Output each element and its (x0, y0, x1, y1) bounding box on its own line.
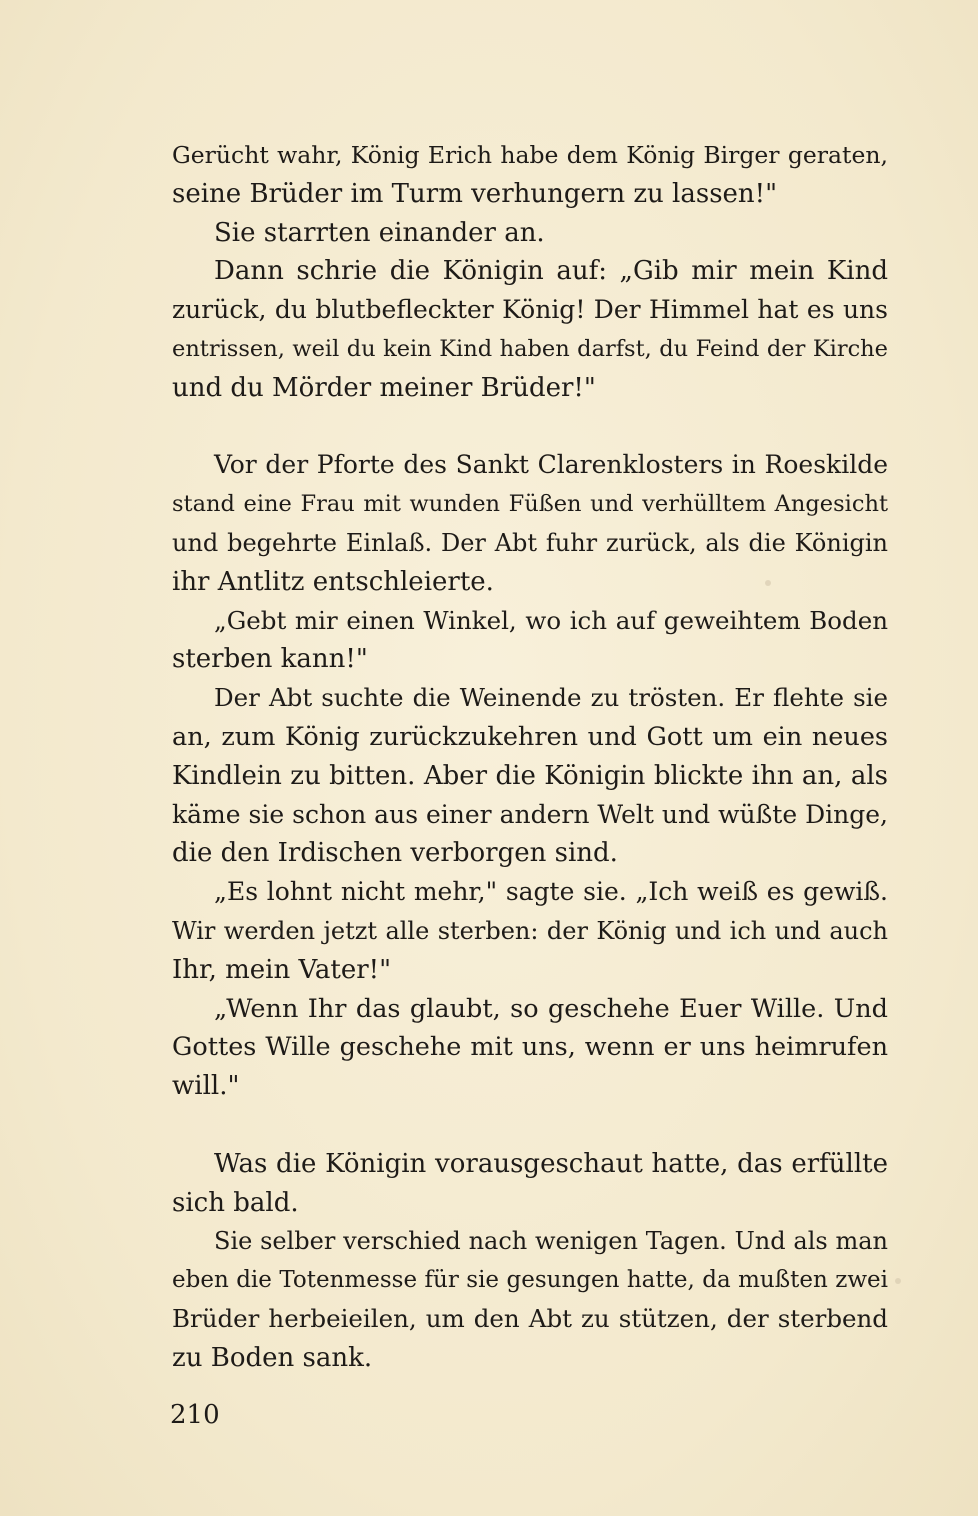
text-line: seine Brüder im Turm verhungern zu lassen!" (172, 178, 778, 209)
text-line: Dann schrie die Königin auf: „Gib mir mein Kind (214, 256, 888, 287)
text-line: Brüder herbeieilen, um den Abt zu stützen, der sterbend (172, 1303, 888, 1333)
text-line: Der Abt suchte die Weinende zu trösten. Er flehte sie (214, 683, 888, 713)
text-line: und begehrte Einlaß. Der Abt fuhr zurück, als die Königin (172, 528, 888, 557)
text-line: Kindlein zu bitten. Aber die Königin blickte ihn an, als (172, 760, 888, 791)
text-line: Gottes Wille geschehe mit uns, wenn er uns heimrufen (172, 1032, 888, 1063)
paper-speck (895, 1278, 901, 1284)
text-line: „Es lohnt nicht mehr," sagte sie. „Ich weiß es gewiß. (214, 877, 888, 907)
text-line: sterben kann!" (172, 644, 368, 675)
text-line: entrissen, weil du kein Kind haben darfst, du Feind der Kirche (172, 335, 888, 362)
text-line: zurück, du blutbefleckter König! Der Himmel hat es uns (172, 295, 888, 325)
text-line: an, zum König zurückzukehren und Gott um ein neues (172, 721, 888, 752)
text-line: Gerücht wahr, König Erich habe dem König Birger geraten, (172, 141, 888, 169)
text-line: Was die Königin vorausgeschaut hatte, das erfüllte (214, 1148, 888, 1179)
text-line: Ihr, mein Vater!" (172, 954, 392, 985)
text-line: ihr Antlitz entschleierte. (172, 566, 494, 597)
text-line: Wir werden jetzt alle sterben: der König und ich und auch (172, 916, 888, 945)
text-line: stand eine Frau mit wunden Füßen und verhülltem Angesicht (172, 491, 888, 518)
section-break (172, 408, 888, 447)
text-line: die den Irdischen verborgen sind. (172, 838, 618, 869)
section-break (172, 1106, 888, 1145)
text-line: eben die Totenmesse für sie gesungen hatte, da mußten zwei (172, 1267, 888, 1294)
text-line: zu Boden sank. (172, 1342, 373, 1373)
text-line: „Wenn Ihr das glaubt, so geschehe Euer Wille. Und (214, 993, 888, 1024)
text-line: Sie starrten einander an. (214, 217, 545, 248)
text-line: und du Mörder meiner Brüder!" (172, 372, 596, 403)
text-line: will." (172, 1071, 240, 1102)
body-text (172, 136, 888, 1378)
text-line: „Gebt mir einen Winkel, wo ich auf geweihtem Boden (214, 605, 888, 635)
text-line: Vor der Pforte des Sankt Clarenklosters in Roeskilde (214, 450, 888, 480)
text-line: käme sie schon aus einer andern Welt und wüßte Dinge, (172, 799, 888, 829)
page-number: 210 (170, 1400, 220, 1430)
text-line: sich bald. (172, 1187, 299, 1218)
text-line: Sie selber verschied nach wenigen Tagen. Und als man (214, 1227, 888, 1256)
